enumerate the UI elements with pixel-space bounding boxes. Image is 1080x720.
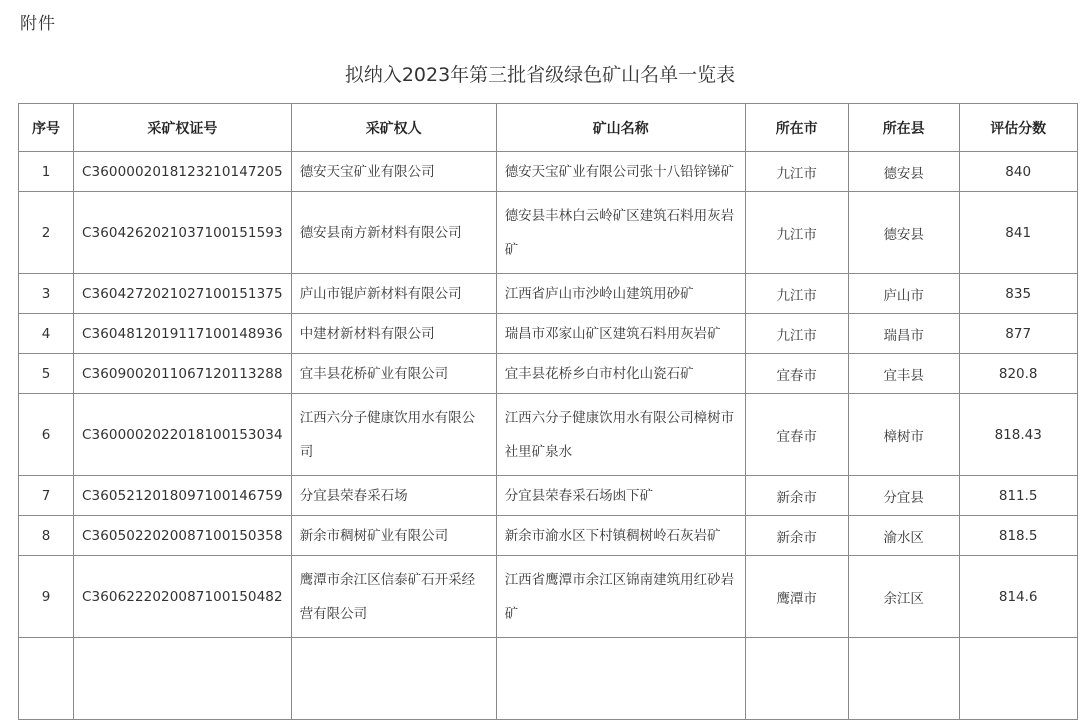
cell-county: 宜丰县 (848, 354, 959, 394)
cell-mine-name (496, 638, 745, 720)
cell-serial: 9 (19, 556, 74, 638)
cell-license: C3600002022018100153034 (74, 394, 292, 476)
table-row (19, 394, 1078, 476)
cell-score: 811.5 (959, 476, 1077, 516)
cell-city: 九江市 (745, 314, 848, 354)
cell-holder: 江西六分子健康饮用水有限公司 (291, 394, 496, 476)
cell-city: 新余市 (745, 516, 848, 556)
cell-score: 840 (959, 152, 1077, 192)
cell-holder: 德安天宝矿业有限公司 (291, 152, 496, 192)
cell-mine-name: 新余市渝水区下村镇稠树岭石灰岩矿 (496, 516, 745, 556)
cell-license: C3604262021037100151593 (74, 192, 292, 274)
cell-serial: 5 (19, 354, 74, 394)
cell-license: C3604272021027100151375 (74, 274, 292, 314)
cell-mine-name: 瑞昌市邓家山矿区建筑石料用灰岩矿 (496, 314, 745, 354)
cell-holder: 德安县南方新材料有限公司 (291, 192, 496, 274)
cell-license: C3605022020087100150358 (74, 516, 292, 556)
cell-score: 835 (959, 274, 1077, 314)
cell-city: 九江市 (745, 152, 848, 192)
cell-score: 841 (959, 192, 1077, 274)
document-title: 拟纳入2023年第三批省级绿色矿山名单一览表 (344, 64, 736, 86)
table-row (19, 274, 1078, 314)
header-serial: 序号 (19, 104, 74, 152)
cell-mine-name: 江西省庐山市沙岭山建筑用砂矿 (496, 274, 745, 314)
cell-score: 818.5 (959, 516, 1077, 556)
attachment-label: 附件 (20, 14, 56, 34)
cell-county: 德安县 (848, 192, 959, 274)
cell-serial: 6 (19, 394, 74, 476)
cell-city (745, 638, 848, 720)
table-row (19, 476, 1078, 516)
cell-city: 九江市 (745, 192, 848, 274)
cell-county: 德安县 (848, 152, 959, 192)
table-row (19, 152, 1078, 192)
cell-county: 分宜县 (848, 476, 959, 516)
cell-city: 宜春市 (745, 394, 848, 476)
cell-holder: 分宜县荣春采石场 (291, 476, 496, 516)
cell-license: C3605212018097100146759 (74, 476, 292, 516)
cell-serial: 2 (19, 192, 74, 274)
header-holder: 采矿权人 (291, 104, 496, 152)
cell-score: 818.43 (959, 394, 1077, 476)
cell-license: C3609002011067120113288 (74, 354, 292, 394)
table-row (19, 192, 1078, 274)
cell-holder: 宜丰县花桥矿业有限公司 (291, 354, 496, 394)
cell-holder: 庐山市锟庐新材料有限公司 (291, 274, 496, 314)
cell-serial: 1 (19, 152, 74, 192)
header-mine-name: 矿山名称 (496, 104, 745, 152)
header-score: 评估分数 (959, 104, 1077, 152)
cell-license: C3604812019117100148936 (74, 314, 292, 354)
cell-mine-name: 江西省鹰潭市余江区锦南建筑用红砂岩矿 (496, 556, 745, 638)
header-city: 所在市 (745, 104, 848, 152)
cell-city: 宜春市 (745, 354, 848, 394)
header-license: 采矿权证号 (74, 104, 292, 152)
cell-score: 814.6 (959, 556, 1077, 638)
table-row (19, 354, 1078, 394)
cell-mine-name: 德安天宝矿业有限公司张十八铅锌锑矿 (496, 152, 745, 192)
table-row (19, 516, 1078, 556)
cell-serial (19, 638, 74, 720)
table-row (19, 314, 1078, 354)
mine-list-table (18, 103, 1078, 720)
cell-county: 瑞昌市 (848, 314, 959, 354)
cell-holder: 中建材新材料有限公司 (291, 314, 496, 354)
cell-county: 渝水区 (848, 516, 959, 556)
cell-city: 鹰潭市 (745, 556, 848, 638)
table-row (19, 556, 1078, 638)
cell-serial: 4 (19, 314, 74, 354)
cell-score: 820.8 (959, 354, 1077, 394)
cell-score: 877 (959, 314, 1077, 354)
header-county: 所在县 (848, 104, 959, 152)
cell-score (959, 638, 1077, 720)
cell-city: 新余市 (745, 476, 848, 516)
cell-serial: 8 (19, 516, 74, 556)
cell-license (74, 638, 292, 720)
cell-holder: 新余市稠树矿业有限公司 (291, 516, 496, 556)
cell-serial: 3 (19, 274, 74, 314)
cell-mine-name: 江西六分子健康饮用水有限公司樟树市社里矿泉水 (496, 394, 745, 476)
table-row (19, 638, 1078, 720)
cell-serial: 7 (19, 476, 74, 516)
cell-county: 庐山市 (848, 274, 959, 314)
cell-license: C3606222020087100150482 (74, 556, 292, 638)
cell-county: 樟树市 (848, 394, 959, 476)
cell-holder: 鹰潭市余江区信泰矿石开采经营有限公司 (291, 556, 496, 638)
cell-county: 余江区 (848, 556, 959, 638)
cell-holder (291, 638, 496, 720)
cell-mine-name: 分宜县荣春采石场凼下矿 (496, 476, 745, 516)
cell-mine-name: 宜丰县花桥乡白市村化山瓷石矿 (496, 354, 745, 394)
table-header-row (19, 104, 1078, 152)
cell-county (848, 638, 959, 720)
cell-license: C3600002018123210147205 (74, 152, 292, 192)
cell-city: 九江市 (745, 274, 848, 314)
cell-mine-name: 德安县丰林白云岭矿区建筑石料用灰岩矿 (496, 192, 745, 274)
